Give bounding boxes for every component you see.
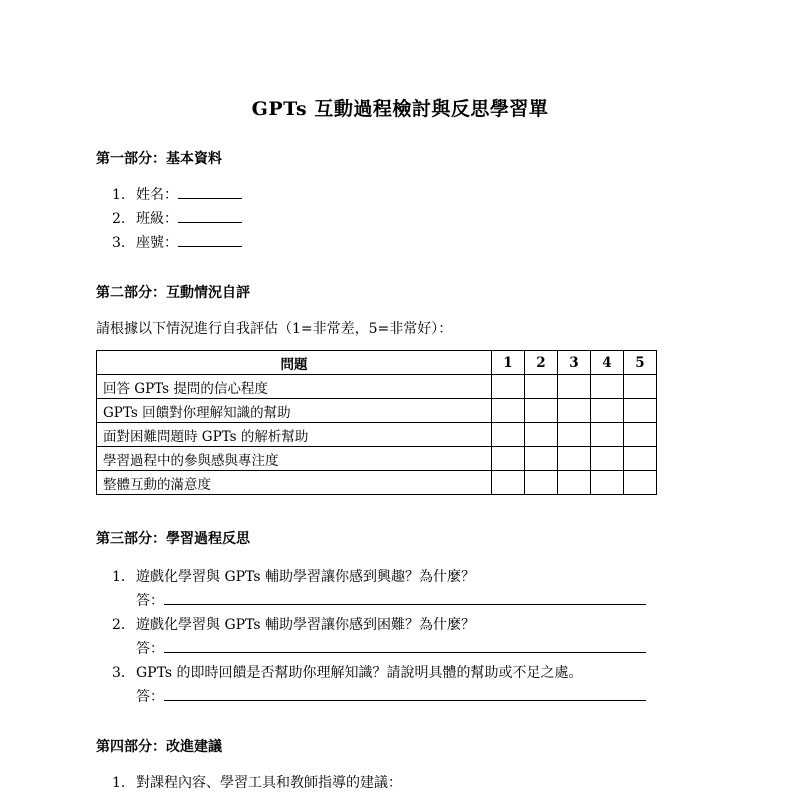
basic-info-name [112, 184, 242, 204]
question-text: GPTs 的即時回饋是否幫助你理解知識？請說明具體的幫助或不足之處。 [136, 665, 583, 681]
score-cell[interactable] [492, 375, 525, 399]
score-cell[interactable] [558, 399, 591, 423]
field-label: 班級： [136, 211, 178, 227]
table-row [97, 399, 657, 423]
score-header-5: 5 [624, 351, 657, 375]
score-header-4: 4 [591, 351, 624, 375]
part1-heading: 第一部分：基本資料 [96, 151, 222, 167]
score-cell[interactable] [624, 399, 657, 423]
table-row [97, 423, 657, 447]
item-number: 2. [112, 211, 126, 227]
seat-blank-line[interactable] [178, 234, 242, 247]
score-header-2: 2 [525, 351, 558, 375]
score-cell[interactable] [591, 447, 624, 471]
score-cell[interactable] [624, 375, 657, 399]
score-cell[interactable] [558, 423, 591, 447]
score-cell[interactable] [525, 399, 558, 423]
self-rating-table [96, 350, 657, 495]
reflection-question-2 [112, 614, 475, 634]
score-cell[interactable] [525, 375, 558, 399]
answer-row-3 [136, 686, 646, 706]
question-text: 遊戲化學習與 GPTs 輔助學習讓你感到困難？為什麼？ [136, 617, 476, 633]
answer-label: 答： [136, 641, 164, 657]
part3-heading: 第三部分：學習過程反思 [96, 531, 250, 547]
score-cell[interactable] [492, 471, 525, 495]
answer-line-1[interactable] [164, 590, 646, 605]
item-number: 3. [112, 665, 126, 681]
suggestion-question-1 [112, 772, 402, 792]
score-header-3: 3 [558, 351, 591, 375]
item-number: 1. [112, 775, 126, 791]
part2-heading: 第二部分：互動情況自評 [96, 285, 250, 301]
score-cell[interactable] [558, 471, 591, 495]
answer-row-2 [136, 638, 646, 658]
question-text: 遊戲化學習與 GPTs 輔助學習讓你感到興趣？為什麼？ [136, 569, 476, 585]
reflection-question-1 [112, 566, 475, 586]
score-cell[interactable] [591, 399, 624, 423]
question-cell: 學習過程中的參與感與專注度 [97, 447, 492, 471]
name-blank-line[interactable] [178, 186, 242, 199]
basic-info-seat [112, 232, 242, 252]
answer-row-1 [136, 590, 646, 610]
class-blank-line[interactable] [178, 210, 242, 223]
table-header-row [97, 351, 657, 375]
score-header-1: 1 [492, 351, 525, 375]
score-cell[interactable] [525, 447, 558, 471]
question-cell: 面對困難問題時 GPTs 的解析幫助 [97, 423, 492, 447]
score-cell[interactable] [591, 423, 624, 447]
item-number: 1. [112, 187, 126, 203]
basic-info-class [112, 208, 242, 228]
score-cell[interactable] [492, 399, 525, 423]
rating-intro: 請根據以下情況進行自我評估（1=非常差，5=非常好）： [96, 321, 453, 337]
score-cell[interactable] [492, 447, 525, 471]
item-number: 2. [112, 617, 126, 633]
score-cell[interactable] [525, 471, 558, 495]
score-cell[interactable] [558, 375, 591, 399]
question-text: 對課程內容、學習工具和教師指導的建議： [136, 775, 402, 791]
answer-line-3[interactable] [164, 686, 646, 701]
question-column-header: 問題 [97, 351, 492, 375]
page-title: GPTs 互動過程檢討與反思學習單 [251, 98, 549, 120]
score-cell[interactable] [558, 447, 591, 471]
score-cell[interactable] [624, 471, 657, 495]
part4-heading: 第四部分：改進建議 [96, 739, 222, 755]
score-cell[interactable] [624, 447, 657, 471]
answer-line-2[interactable] [164, 638, 646, 653]
table-row [97, 447, 657, 471]
question-cell: GPTs 回饋對你理解知識的幫助 [97, 399, 492, 423]
question-cell: 整體互動的滿意度 [97, 471, 492, 495]
field-label: 座號： [136, 235, 178, 251]
item-number: 3. [112, 235, 126, 251]
item-number: 1. [112, 569, 126, 585]
score-cell[interactable] [525, 423, 558, 447]
table-row [97, 471, 657, 495]
table-row [97, 375, 657, 399]
answer-label: 答： [136, 689, 164, 705]
score-cell[interactable] [591, 471, 624, 495]
reflection-question-3 [112, 662, 583, 682]
question-cell: 回答 GPTs 提問的信心程度 [97, 375, 492, 399]
answer-label: 答： [136, 593, 164, 609]
field-label: 姓名： [136, 187, 178, 203]
score-cell[interactable] [624, 423, 657, 447]
score-cell[interactable] [492, 423, 525, 447]
score-cell[interactable] [591, 375, 624, 399]
